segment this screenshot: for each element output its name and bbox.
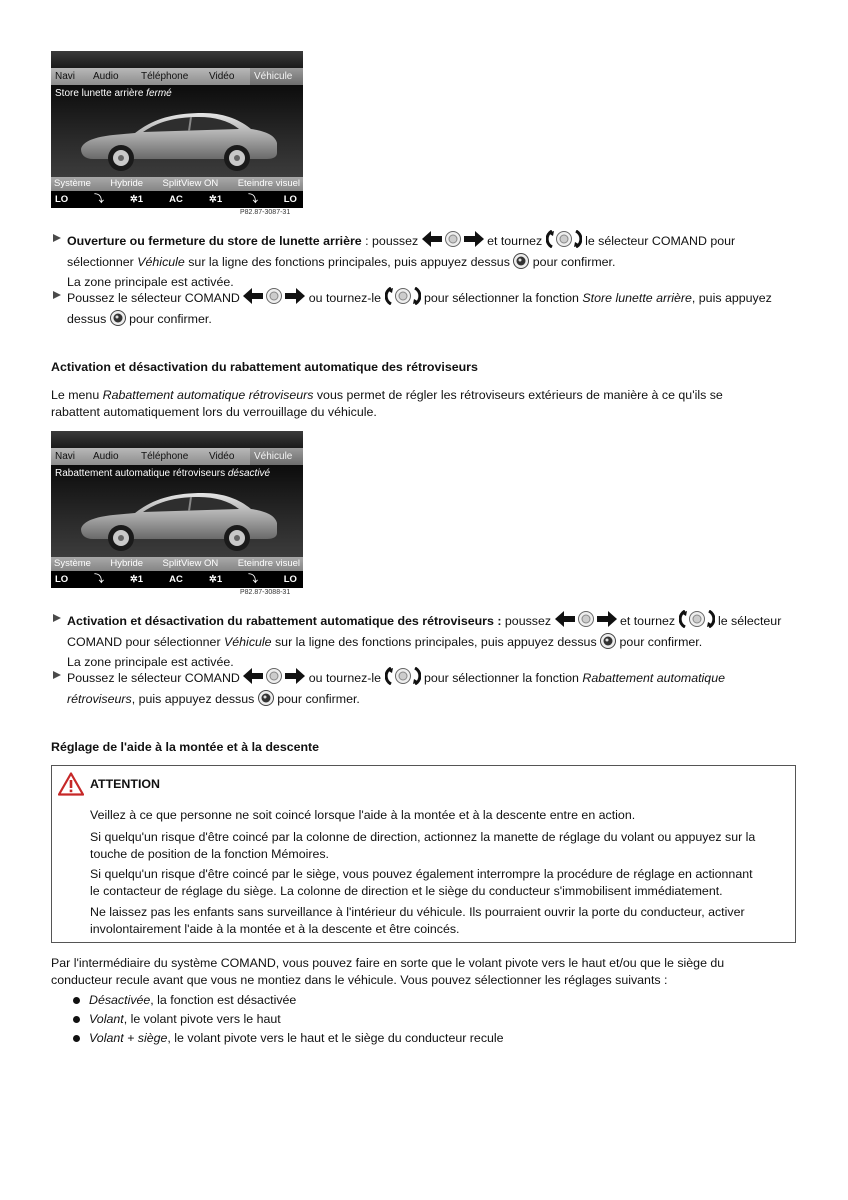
option-name: Volant — [89, 1012, 124, 1026]
rotate-controller-icon — [546, 230, 582, 253]
func-eteindre-visuel: Eteindre visuel — [237, 178, 300, 189]
intro-paragraph — [51, 387, 801, 421]
step-text: ou tournez-le — [305, 671, 385, 685]
press-controller-icon — [110, 310, 126, 331]
step-arrow-icon — [53, 291, 61, 299]
fan-left: ✲1 — [129, 194, 144, 205]
func-systeme: Système — [54, 178, 91, 189]
figure-caption: P82.87-3087-31 — [240, 209, 291, 216]
climate-temp-right: LO — [283, 194, 297, 205]
airflow-right-icon: ⤵ — [248, 194, 258, 205]
step-text: pour sélectionner la fonction — [420, 291, 583, 305]
warning-text: Si quelqu'un risque d'être coincé par la colonne de direction, actionnez la manette de réglage du volant ou appuyez sur la — [90, 830, 756, 844]
screen-main-area — [51, 85, 303, 177]
body-text: Par l'intermédiaire du système COMAND, vous pouvez faire en sorte que le volant pivote vers le haut et/ou que le siège du — [51, 956, 725, 970]
tab-vehicule: Véhicule — [250, 68, 303, 85]
fan-left: ✲1 — [129, 574, 144, 585]
climate-bar — [51, 571, 303, 588]
intro-text: Le menu — [51, 388, 103, 402]
function-term: rétroviseurs — [67, 692, 132, 706]
press-controller-icon — [258, 690, 274, 711]
option-desc: , le volant pivote vers le haut et le siège du conducteur recule — [167, 1031, 504, 1045]
status-label: Store lunette arrière — [55, 88, 144, 99]
step-text: COMAND pour sélectionner — [67, 635, 225, 649]
push-left-right-icon — [243, 667, 305, 690]
func-splitview: SplitView ON — [162, 558, 219, 569]
step-text: pour confirmer. — [616, 635, 703, 649]
warning-paragraph — [90, 866, 790, 900]
func-hybride: Hybride — [110, 178, 144, 189]
bullet-icon — [73, 1016, 80, 1023]
status-value: fermé — [146, 88, 172, 99]
menu-term: Véhicule — [137, 255, 185, 269]
section-heading: Activation et désactivation du rabattement automatique des rétroviseurs — [51, 360, 478, 374]
function-bar — [51, 557, 303, 571]
main-function-bar — [51, 448, 303, 465]
push-left-right-icon — [555, 610, 617, 633]
list-item — [51, 1030, 504, 1047]
airflow-left-icon: ⤵ — [94, 194, 104, 205]
warning-paragraph — [90, 904, 790, 938]
warning-triangle-icon — [58, 772, 84, 796]
func-systeme: Système — [54, 558, 91, 569]
step-title: Activation et désactivation du rabattement automatique des rétroviseurs : — [67, 614, 502, 628]
step-arrow-icon — [53, 671, 61, 679]
instruction-step — [51, 230, 801, 291]
tab-vehicule: Véhicule — [250, 448, 303, 465]
tab-audio: Audio — [93, 71, 119, 82]
warning-text: Si quelqu'un risque d'être coincé par le siège, vous pouvez également interrompre la procédure de réglage en actionnant — [90, 867, 753, 881]
climate-ac: AC — [169, 194, 183, 205]
step-text: dessus — [67, 312, 110, 326]
tab-video: Vidéo — [209, 71, 235, 82]
step-text: sur la ligne des fonctions principales, puis appuyez dessus — [184, 255, 514, 269]
screen-top-strip — [51, 431, 303, 448]
step-text: ou tournez-le — [305, 291, 385, 305]
step-text: Poussez le sélecteur COMAND — [67, 291, 244, 305]
screen-top-strip — [51, 51, 303, 68]
warning-paragraph — [90, 807, 790, 824]
fan-right: ✲1 — [208, 194, 223, 205]
main-function-bar — [51, 68, 303, 85]
step-text: pour confirmer. — [273, 692, 360, 706]
push-left-right-icon — [422, 230, 484, 253]
tab-telephone: Téléphone — [141, 71, 189, 82]
warning-text: Veillez à ce que personne ne soit coincé lorsque l'aide à la montée et à la descente entre en action. — [90, 808, 636, 822]
airflow-right-icon: ⤵ — [248, 574, 258, 585]
instruction-step — [51, 610, 801, 671]
option-desc: , le volant pivote vers le haut — [123, 1012, 281, 1026]
option-name: Volant + siège — [89, 1031, 168, 1045]
push-left-right-icon — [243, 287, 305, 310]
press-controller-icon — [513, 253, 529, 274]
step-text: pour confirmer. — [529, 255, 616, 269]
status-label: Rabattement automatique rétroviseurs — [55, 468, 226, 479]
rotate-controller-icon — [385, 287, 421, 310]
menu-term: Véhicule — [224, 635, 272, 649]
step-text: , puis appuyez — [691, 291, 772, 305]
comand-screen-store — [51, 51, 303, 208]
tab-audio: Audio — [93, 451, 119, 462]
list-item — [51, 992, 296, 1009]
instruction-step — [51, 287, 801, 331]
function-bar — [51, 177, 303, 191]
tab-video: Vidéo — [209, 451, 235, 462]
comand-screen-mirrors — [51, 431, 303, 588]
warning-paragraph — [90, 829, 790, 863]
step-arrow-icon — [53, 614, 61, 622]
func-splitview: SplitView ON — [162, 178, 219, 189]
car-illustration — [73, 97, 283, 177]
intro-text: vous permet de régler les rétroviseurs extérieurs de manière à ce qu'ils se — [313, 388, 723, 402]
status-value: désactivé — [227, 468, 271, 479]
step-text: poussez — [501, 614, 555, 628]
function-term: Store lunette arrière — [582, 291, 692, 305]
function-term: Rabattement automatique — [582, 671, 725, 685]
step-result: La zone principale est activée. — [67, 275, 234, 289]
climate-bar — [51, 191, 303, 208]
step-text: pour sélectionner la fonction — [420, 671, 583, 685]
step-text: et tournez — [483, 234, 546, 248]
step-text: : poussez — [361, 234, 422, 248]
figure-caption: P82.87-3088-31 — [240, 589, 291, 596]
tab-navi: Navi — [55, 451, 76, 462]
body-paragraph — [51, 955, 801, 989]
step-text: Poussez le sélecteur COMAND — [67, 671, 244, 685]
step-title: Ouverture ou fermeture du store de lunette arrière — [67, 234, 362, 248]
option-desc: , la fonction est désactivée — [150, 993, 297, 1007]
car-illustration — [73, 477, 283, 557]
tab-navi: Navi — [55, 71, 76, 82]
warning-text: touche de position de la fonction Mémoires. — [90, 847, 330, 861]
section-heading: Réglage de l'aide à la montée et à la descente — [51, 740, 320, 754]
step-text: le sélecteur — [714, 614, 782, 628]
bullet-icon — [73, 1035, 80, 1042]
rotate-controller-icon — [679, 610, 715, 633]
rotate-controller-icon — [385, 667, 421, 690]
step-arrow-icon — [53, 234, 61, 242]
tab-telephone: Téléphone — [141, 451, 189, 462]
warning-box — [51, 765, 796, 943]
warning-text: Ne laissez pas les enfants sans surveillance à l'intérieur du véhicule. Ils pourraient ouvrir la porte du conducteur, activer — [90, 905, 745, 919]
climate-ac: AC — [169, 574, 183, 585]
list-item — [51, 1011, 281, 1028]
climate-temp-left: LO — [55, 194, 69, 205]
intro-text: rabattent automatiquement lors du verrouillage du véhicule. — [51, 405, 377, 419]
step-text: sélectionner — [67, 255, 138, 269]
menu-term: Rabattement automatique rétroviseurs — [102, 388, 314, 402]
step-text: sur la ligne des fonctions principales, puis appuyez dessus — [271, 635, 601, 649]
func-hybride: Hybride — [110, 558, 144, 569]
instruction-step — [51, 667, 801, 711]
body-text: conducteur recule avant que vous ne montiez dans le véhicule. Vous pouvez sélectionner les réglages suivants : — [51, 973, 668, 987]
option-name: Désactivée — [89, 993, 151, 1007]
climate-temp-right: LO — [283, 574, 297, 585]
airflow-left-icon: ⤵ — [94, 574, 104, 585]
bullet-icon — [73, 997, 80, 1004]
warning-text: le contacteur de réglage du siège. La colonne de direction et le siège du conducteur s'immobilisent immédiatement. — [90, 884, 723, 898]
warning-title: ATTENTION — [90, 777, 160, 791]
press-controller-icon — [600, 633, 616, 654]
step-text: , puis appuyez dessus — [131, 692, 258, 706]
screen-main-area — [51, 465, 303, 557]
step-text: pour confirmer. — [125, 312, 212, 326]
fan-right: ✲1 — [208, 574, 223, 585]
step-result: La zone principale est activée. — [67, 655, 234, 669]
warning-text: involontairement l'aide à la montée et à la descente et être coincés. — [90, 922, 460, 936]
step-text: le sélecteur COMAND pour — [581, 234, 736, 248]
climate-temp-left: LO — [55, 574, 69, 585]
step-text: et tournez — [616, 614, 679, 628]
func-eteindre-visuel: Eteindre visuel — [237, 558, 300, 569]
